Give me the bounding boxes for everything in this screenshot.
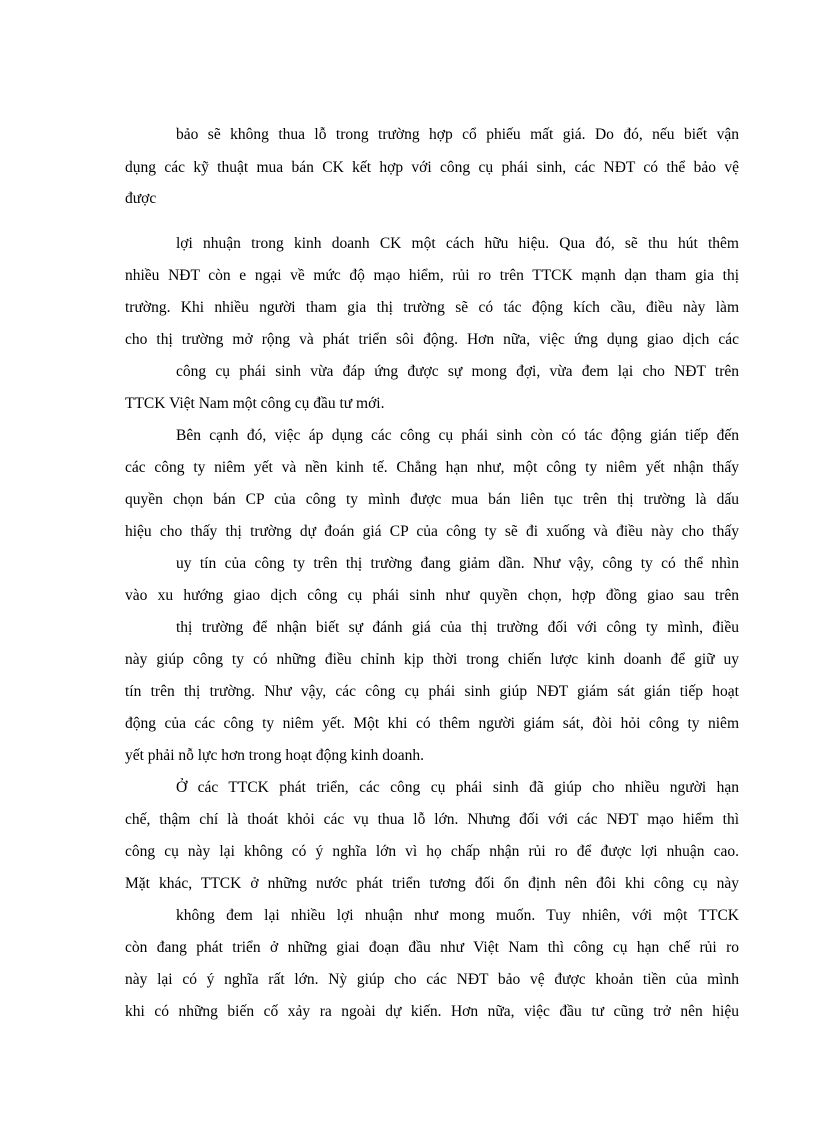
text-line: trường. Khi nhiều người tham gia thị trường sẽ có tác động kích cầu, điều này làm — [125, 299, 739, 316]
text-line: còn đang phát triển ở những giai đoạn đầu như Việt Nam thì công cụ hạn chế rủi ro — [125, 939, 739, 956]
text-line: động của các công ty niêm yết. Một khi có thêm người giám sát, đòi hỏi công ty niêm — [125, 715, 739, 732]
text-line: Mặt khác, TTCK ở những nước phát triển tương đối ổn định nên đôi khi công cụ này — [125, 875, 739, 892]
text-line: các công ty niêm yết và nền kinh tế. Chẳng hạn như, một công ty niêm yết nhận thấy — [125, 459, 739, 476]
text-line: thị trường để nhận biết sự đánh giá của thị trường đối với công ty mình, điều — [176, 619, 739, 636]
text-line: quyền chọn bán CP của công ty mình được mua bán liên tục trên thị trường là dấu — [125, 491, 739, 508]
text-line: hiệu cho thấy thị trường dự đoán giá CP của công ty sẽ đi xuống và điều này cho thấy — [125, 523, 739, 540]
text-line: lợi nhuận trong kinh doanh CK một cách hữu hiệu. Qua đó, sẽ thu hút thêm — [176, 235, 739, 252]
text-line: chế, thậm chí là thoát khỏi các vụ thua lỗ lớn. Nhưng đối với các NĐT mạo hiểm thì — [125, 811, 739, 828]
text-line: không đem lại nhiều lợi nhuận như mong muốn. Tuy nhiên, với một TTCK — [176, 907, 739, 924]
text-line: khi có những biến cố xảy ra ngoài dự kiến. Hơn nữa, việc đầu tư cũng trở nên hiệu — [125, 1003, 739, 1020]
text-line: dụng các kỹ thuật mua bán CK kết hợp với công cụ phái sinh, các NĐT có thể bảo vệ — [125, 159, 739, 176]
text-line: này lại có ý nghĩa rất lớn. Nỳ giúp cho các NĐT bảo vệ được khoản tiền của mình — [125, 971, 739, 988]
text-line: vào xu hướng giao dịch công cụ phái sinh như quyền chọn, hợp đồng giao sau trên — [125, 587, 739, 604]
text-line: bảo sẽ không thua lỗ trong trường hợp cổ phiếu mất giá. Do đó, nếu biết vận — [176, 126, 739, 143]
text-line: yết phải nỗ lực hơn trong hoạt động kinh doanh. — [125, 747, 424, 764]
text-line: được — [125, 190, 157, 207]
text-line: tín trên thị trường. Như vậy, các công cụ phái sinh giúp NĐT giám sát gián tiếp hoạt — [125, 683, 739, 700]
text-line: công cụ phái sinh vừa đáp ứng được sự mong đợi, vừa đem lại cho NĐT trên — [176, 363, 739, 380]
text-line: cho thị trường mở rộng và phát triển sôi động. Hơn nữa, việc ứng dụng giao dịch các — [125, 331, 739, 348]
text-line: uy tín của công ty trên thị trường đang giảm dần. Như vậy, công ty có thể nhìn — [176, 555, 739, 572]
text-line: Ở các TTCK phát triển, các công cụ phái sinh đã giúp cho nhiều người hạn — [176, 779, 739, 796]
text-line: này giúp công ty có những điều chỉnh kịp thời trong chiến lược kinh doanh để giữ uy — [125, 651, 739, 668]
text-line: công cụ này lại không có ý nghĩa lớn vì họ chấp nhận rủi ro để được lợi nhuận cao. — [125, 843, 739, 860]
text-line: TTCK Việt Nam một công cụ đầu tư mới. — [125, 395, 385, 412]
text-line: nhiều NĐT còn e ngại về mức độ mạo hiểm, rủi ro trên TTCK mạnh dạn tham gia thị — [125, 267, 739, 284]
text-line: Bên cạnh đó, việc áp dụng các công cụ phái sinh còn có tác động gián tiếp đến — [176, 427, 739, 444]
